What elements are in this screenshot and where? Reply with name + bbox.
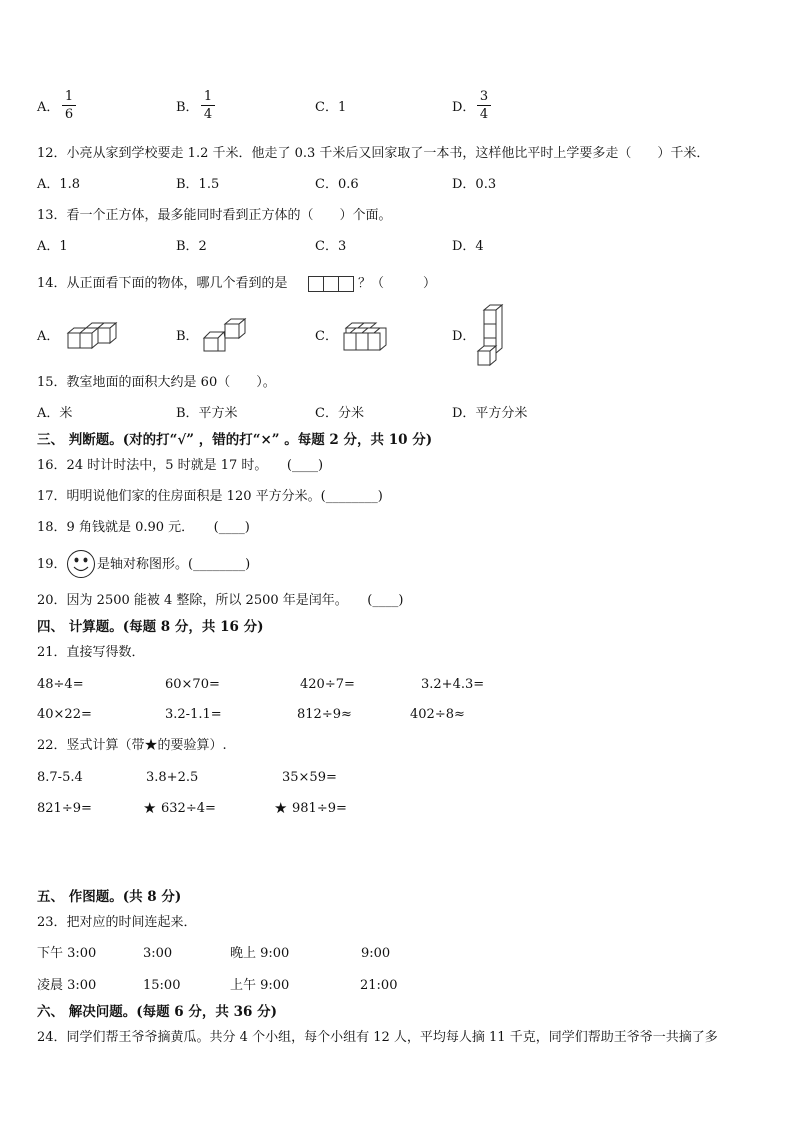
q11-option-c-value: 1 (338, 100, 347, 115)
q13-option-b: B．2 (176, 239, 207, 254)
q21-r2-c2: 3.2-1.1= (165, 707, 222, 722)
denominator: 6 (64, 107, 74, 122)
q23-r2-c2: 15:00 (143, 978, 181, 993)
q11-option-d-fraction (477, 89, 491, 122)
q13-option-d: D．4 (452, 239, 484, 254)
q23-r1-c3: 晚上 9:00 (230, 946, 290, 961)
section-3-heading: 三、 判断题。(对的打“√” ，错的打“×” 。每题 2 分，共 10 分) (37, 432, 433, 448)
cube-figure-c-icon (340, 323, 390, 351)
q21: 21．直接写得数． (37, 645, 145, 660)
q17: 17．明明说他们家的住房面积是 120 平方分米。(________) (37, 489, 383, 504)
q23-r1-c2: 3:00 (143, 946, 173, 961)
q14-stem (37, 276, 288, 292)
q12-option-c: C．0.6 (315, 177, 359, 192)
numerator: 3 (479, 89, 489, 104)
q20: 20．因为 2500 能被 4 整除，所以 2500 年是闰年。 (____) (37, 593, 404, 608)
q11-option-a-fraction (62, 89, 76, 122)
q14-option-c: C． (315, 329, 338, 344)
q14-option-b: B． (176, 329, 199, 344)
q16: 16．24 时计时法中，5 时就是 17 时。 (____) (37, 458, 324, 473)
q15-option-d: D．平方分米 (452, 406, 528, 421)
q21-r2-c4: 402÷8≈ (410, 707, 465, 722)
q14-stem-before: 14．从正面看下面的物体，哪几个看到的是 (37, 276, 288, 291)
q24: 24．同学们帮王爷爷摘黄瓜。共分 4 个小组，每个小组有 12 人，平均每人摘 11 千克，同学们帮助王爷爷一共摘了多 (37, 1030, 718, 1045)
q11-option-b-letter: B． (176, 100, 199, 115)
q15-stem: 15．教室地面的面积大约是 60（ ）。 (37, 375, 276, 390)
three-squares-row-icon (308, 276, 354, 292)
q13-stem: 13．看一个正方体，最多能同时看到正方体的（ ）个面。 (37, 208, 392, 223)
numerator: 1 (203, 89, 213, 104)
section-6-heading: 六、 解决问题。(每题 6 分，共 36 分) (37, 1004, 277, 1020)
q22-r1-c1: 8.7-5.4 (37, 770, 83, 785)
q21-r1-c2: 60×70= (165, 677, 220, 692)
q22-r1-c3: 35×59= (282, 770, 337, 785)
star-icon: ★ (274, 799, 288, 817)
q14-option-d: D． (452, 329, 476, 344)
q23: 23．把对应的时间连起来． (37, 915, 197, 930)
q23-r2-c4: 21:00 (360, 978, 398, 993)
q21-r1-c3: 420÷7= (300, 677, 355, 692)
q12-option-a: A．1.8 (37, 177, 81, 192)
cube-figure-a-icon (64, 323, 120, 349)
section-4-heading: 四、 计算题。(每题 8 分，共 16 分) (37, 619, 264, 635)
q19-prefix: 19． (37, 557, 67, 572)
q21-r1-c1: 48÷4= (37, 677, 84, 692)
q12-stem: 12．小亮从家到学校要走 1.2 千米．他走了 0.3 千米后又回家取了一本书，这样他比平时上学要多走（ ）千米． (37, 146, 710, 161)
q13-option-a: A．1 (37, 239, 68, 254)
numerator: 1 (64, 89, 74, 104)
q22-r2-c2: 632÷4= (161, 801, 216, 816)
q11-option-c-letter: C． (315, 100, 338, 115)
q21-r2-c3: 812÷9≈ (297, 707, 352, 722)
q15-option-c: C．分米 (315, 406, 364, 421)
section-5-heading: 五、 作图题。(共 8 分) (37, 889, 182, 905)
q23-r2-c3: 上午 9:00 (230, 978, 290, 993)
smiley-face-icon (66, 549, 96, 579)
q21-r1-c4: 3.2+4.3= (421, 677, 485, 692)
q18: 18．9 角钱就是 0.90 元． (____) (37, 520, 250, 535)
q19-suffix: 是轴对称图形。(________) (97, 557, 251, 572)
q22-r2-c3: 981÷9= (292, 801, 347, 816)
q11-option-b-fraction (201, 89, 215, 122)
q12-option-b: B．1.5 (176, 177, 220, 192)
q15-option-a: A．米 (37, 406, 73, 421)
q14-option-a: A． (37, 329, 60, 344)
q14-stem-after: ？（ ） (358, 276, 437, 291)
cube-figure-b-icon (201, 318, 251, 352)
cube-figure-d-icon (474, 304, 506, 366)
q11-option-a-letter: A． (37, 100, 60, 115)
q23-r2-c1: 凌晨 3:00 (37, 978, 97, 993)
q15-option-b: B．平方米 (176, 406, 238, 421)
denominator: 4 (479, 107, 489, 122)
q22-r1-c2: 3.8+2.5 (146, 770, 199, 785)
q22: 22．竖式计算（带★的要验算）. (37, 738, 227, 753)
star-icon: ★ (143, 799, 157, 817)
q23-r1-c4: 9:00 (361, 946, 391, 961)
q13-option-c: C．3 (315, 239, 347, 254)
q12-option-d: D．0.3 (452, 177, 497, 192)
q11-option-d-letter: D． (452, 100, 476, 115)
q23-r1-c1: 下午 3:00 (37, 946, 97, 961)
denominator: 4 (203, 107, 213, 122)
q22-r2-c1: 821÷9= (37, 801, 92, 816)
q21-r2-c1: 40×22= (37, 707, 92, 722)
